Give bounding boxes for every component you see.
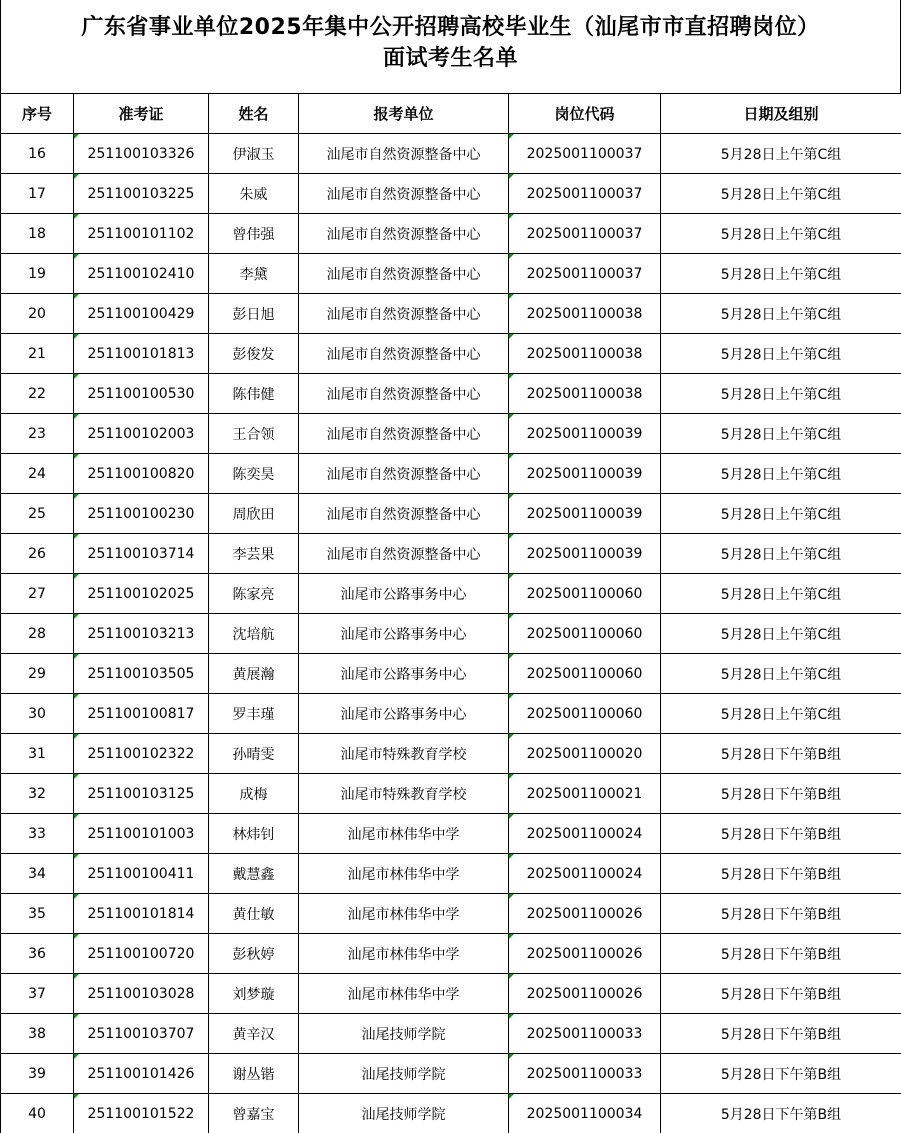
cell-exam-id: 251100100720 [74, 934, 209, 974]
document-title-line-1: 广东省事业单位2025年集中公开招聘高校毕业生（汕尾市市直招聘岗位） [81, 15, 820, 40]
cell-post-code: 2025001100039 [509, 534, 661, 574]
cell-seq: 38 [1, 1014, 74, 1054]
table-row [1, 974, 901, 1014]
cell-name: 戴慧鑫 [209, 854, 299, 894]
cell-unit: 汕尾市自然资源整备中心 [299, 494, 509, 534]
cell-unit: 汕尾市特殊教育学校 [299, 774, 509, 814]
cell-seq: 27 [1, 574, 74, 614]
cell-date-group: 5月28日上午第C组 [661, 254, 901, 294]
cell-unit: 汕尾市林伟华中学 [299, 974, 509, 1014]
candidate-table [0, 93, 901, 1133]
cell-post-code: 2025001100037 [509, 254, 661, 294]
cell-unit: 汕尾市自然资源整备中心 [299, 414, 509, 454]
cell-exam-id: 251100101426 [74, 1054, 209, 1094]
cell-exam-id: 251100102410 [74, 254, 209, 294]
cell-exam-id: 251100101522 [74, 1094, 209, 1133]
cell-name: 黄仕敏 [209, 894, 299, 934]
cell-unit: 汕尾市自然资源整备中心 [299, 214, 509, 254]
cell-unit: 汕尾市林伟华中学 [299, 894, 509, 934]
table-row [1, 854, 901, 894]
cell-post-code: 2025001100034 [509, 1094, 661, 1133]
cell-name: 曾嘉宝 [209, 1094, 299, 1133]
cell-name: 沈培航 [209, 614, 299, 654]
cell-seq: 30 [1, 694, 74, 734]
cell-post-code: 2025001100020 [509, 734, 661, 774]
cell-name: 刘梦璇 [209, 974, 299, 1014]
cell-seq: 35 [1, 894, 74, 934]
cell-post-code: 2025001100026 [509, 934, 661, 974]
table-row [1, 494, 901, 534]
cell-exam-id: 251100100530 [74, 374, 209, 414]
table-body [1, 134, 901, 1133]
cell-exam-id: 251100102003 [74, 414, 209, 454]
table-row [1, 774, 901, 814]
cell-unit: 汕尾市自然资源整备中心 [299, 254, 509, 294]
cell-unit: 汕尾技师学院 [299, 1094, 509, 1133]
table-row [1, 1094, 901, 1133]
cell-post-code: 2025001100037 [509, 214, 661, 254]
cell-seq: 16 [1, 134, 74, 174]
cell-date-group: 5月28日上午第C组 [661, 654, 901, 694]
cell-exam-id: 251100103714 [74, 534, 209, 574]
cell-seq: 40 [1, 1094, 74, 1133]
cell-date-group: 5月28日上午第C组 [661, 454, 901, 494]
table-row [1, 534, 901, 574]
cell-date-group: 5月28日上午第C组 [661, 414, 901, 454]
cell-seq: 37 [1, 974, 74, 1014]
cell-name: 谢丛锴 [209, 1054, 299, 1094]
cell-post-code: 2025001100060 [509, 614, 661, 654]
cell-post-code: 2025001100039 [509, 494, 661, 534]
cell-unit: 汕尾市公路事务中心 [299, 694, 509, 734]
table-row [1, 414, 901, 454]
cell-seq: 36 [1, 934, 74, 974]
header-name: 姓名 [209, 94, 299, 134]
cell-date-group: 5月28日上午第C组 [661, 694, 901, 734]
table-row [1, 814, 901, 854]
cell-seq: 17 [1, 174, 74, 214]
cell-exam-id: 251100103707 [74, 1014, 209, 1054]
cell-seq: 20 [1, 294, 74, 334]
table-header [1, 94, 901, 134]
cell-post-code: 2025001100037 [509, 134, 661, 174]
table-row [1, 374, 901, 414]
table-row [1, 1054, 901, 1094]
cell-name: 陈伟健 [209, 374, 299, 414]
cell-post-code: 2025001100039 [509, 414, 661, 454]
cell-date-group: 5月28日上午第C组 [661, 294, 901, 334]
table-row [1, 574, 901, 614]
cell-exam-id: 251100100820 [74, 454, 209, 494]
cell-name: 周欣田 [209, 494, 299, 534]
cell-date-group: 5月28日上午第C组 [661, 494, 901, 534]
cell-seq: 22 [1, 374, 74, 414]
table-row [1, 174, 901, 214]
cell-seq: 21 [1, 334, 74, 374]
header-seq: 序号 [1, 94, 74, 134]
table-row [1, 294, 901, 334]
cell-seq: 32 [1, 774, 74, 814]
cell-seq: 34 [1, 854, 74, 894]
table-header-row [1, 94, 901, 134]
cell-seq: 39 [1, 1054, 74, 1094]
table-row [1, 734, 901, 774]
table-row [1, 694, 901, 734]
cell-name: 王合领 [209, 414, 299, 454]
cell-name: 黄展瀚 [209, 654, 299, 694]
cell-unit: 汕尾技师学院 [299, 1054, 509, 1094]
cell-unit: 汕尾市自然资源整备中心 [299, 294, 509, 334]
table-row [1, 654, 901, 694]
header-unit: 报考单位 [299, 94, 509, 134]
cell-unit: 汕尾市林伟华中学 [299, 814, 509, 854]
cell-name: 陈家亮 [209, 574, 299, 614]
cell-post-code: 2025001100024 [509, 814, 661, 854]
cell-exam-id: 251100100429 [74, 294, 209, 334]
cell-post-code: 2025001100026 [509, 974, 661, 1014]
table-row [1, 934, 901, 974]
cell-post-code: 2025001100037 [509, 174, 661, 214]
document-title-line-2: 面试考生名单 [382, 46, 518, 71]
cell-seq: 33 [1, 814, 74, 854]
cell-date-group: 5月28日下午第B组 [661, 974, 901, 1014]
cell-unit: 汕尾市自然资源整备中心 [299, 134, 509, 174]
cell-date-group: 5月28日上午第C组 [661, 614, 901, 654]
cell-date-group: 5月28日上午第C组 [661, 574, 901, 614]
cell-name: 曾伟强 [209, 214, 299, 254]
cell-date-group: 5月28日上午第C组 [661, 174, 901, 214]
cell-date-group: 5月28日下午第B组 [661, 1014, 901, 1054]
cell-post-code: 2025001100026 [509, 894, 661, 934]
cell-exam-id: 251100103028 [74, 974, 209, 1014]
cell-post-code: 2025001100021 [509, 774, 661, 814]
cell-seq: 31 [1, 734, 74, 774]
cell-seq: 19 [1, 254, 74, 294]
cell-seq: 23 [1, 414, 74, 454]
cell-unit: 汕尾市林伟华中学 [299, 854, 509, 894]
cell-name: 罗丰瑾 [209, 694, 299, 734]
cell-date-group: 5月28日下午第B组 [661, 774, 901, 814]
table-row [1, 1014, 901, 1054]
table-row [1, 334, 901, 374]
cell-unit: 汕尾市公路事务中心 [299, 654, 509, 694]
cell-date-group: 5月28日下午第B组 [661, 894, 901, 934]
cell-name: 彭秋婷 [209, 934, 299, 974]
cell-name: 李黛 [209, 254, 299, 294]
cell-unit: 汕尾技师学院 [299, 1014, 509, 1054]
cell-name: 彭日旭 [209, 294, 299, 334]
header-date-group: 日期及组别 [661, 94, 901, 134]
cell-post-code: 2025001100038 [509, 374, 661, 414]
cell-seq: 28 [1, 614, 74, 654]
cell-post-code: 2025001100033 [509, 1014, 661, 1054]
cell-date-group: 5月28日下午第B组 [661, 814, 901, 854]
cell-date-group: 5月28日下午第B组 [661, 734, 901, 774]
cell-exam-id: 251100101814 [74, 894, 209, 934]
cell-date-group: 5月28日下午第B组 [661, 934, 901, 974]
cell-name: 黄辛汉 [209, 1014, 299, 1054]
cell-exam-id: 251100102025 [74, 574, 209, 614]
cell-exam-id: 251100103225 [74, 174, 209, 214]
cell-seq: 25 [1, 494, 74, 534]
cell-unit: 汕尾市自然资源整备中心 [299, 454, 509, 494]
cell-exam-id: 251100100411 [74, 854, 209, 894]
cell-exam-id: 251100103125 [74, 774, 209, 814]
cell-unit: 汕尾市林伟华中学 [299, 934, 509, 974]
cell-unit: 汕尾市特殊教育学校 [299, 734, 509, 774]
cell-name: 陈奕昊 [209, 454, 299, 494]
cell-unit: 汕尾市自然资源整备中心 [299, 374, 509, 414]
cell-date-group: 5月28日上午第C组 [661, 214, 901, 254]
cell-unit: 汕尾市自然资源整备中心 [299, 534, 509, 574]
cell-post-code: 2025001100033 [509, 1054, 661, 1094]
table-row [1, 134, 901, 174]
cell-seq: 18 [1, 214, 74, 254]
cell-name: 林炜钊 [209, 814, 299, 854]
cell-post-code: 2025001100060 [509, 694, 661, 734]
cell-unit: 汕尾市公路事务中心 [299, 574, 509, 614]
header-post-code: 岗位代码 [509, 94, 661, 134]
header-exam-id: 准考证 [74, 94, 209, 134]
cell-exam-id: 251100102322 [74, 734, 209, 774]
cell-exam-id: 251100103213 [74, 614, 209, 654]
cell-seq: 29 [1, 654, 74, 694]
cell-exam-id: 251100101003 [74, 814, 209, 854]
cell-seq: 26 [1, 534, 74, 574]
table-row [1, 894, 901, 934]
cell-exam-id: 251100103326 [74, 134, 209, 174]
cell-post-code: 2025001100038 [509, 334, 661, 374]
cell-unit: 汕尾市自然资源整备中心 [299, 334, 509, 374]
table-row [1, 214, 901, 254]
cell-unit: 汕尾市自然资源整备中心 [299, 174, 509, 214]
cell-exam-id: 251100100817 [74, 694, 209, 734]
cell-post-code: 2025001100039 [509, 454, 661, 494]
cell-date-group: 5月28日上午第C组 [661, 374, 901, 414]
cell-post-code: 2025001100060 [509, 574, 661, 614]
cell-exam-id: 251100100230 [74, 494, 209, 534]
table-row [1, 454, 901, 494]
cell-exam-id: 251100103505 [74, 654, 209, 694]
document-title-block [0, 0, 901, 93]
cell-post-code: 2025001100060 [509, 654, 661, 694]
cell-name: 成梅 [209, 774, 299, 814]
cell-name: 伊淑玉 [209, 134, 299, 174]
cell-exam-id: 251100101102 [74, 214, 209, 254]
cell-name: 彭俊发 [209, 334, 299, 374]
cell-date-group: 5月28日上午第C组 [661, 534, 901, 574]
cell-date-group: 5月28日下午第B组 [661, 1094, 901, 1133]
table-row [1, 614, 901, 654]
cell-post-code: 2025001100038 [509, 294, 661, 334]
cell-post-code: 2025001100024 [509, 854, 661, 894]
cell-name: 李芸果 [209, 534, 299, 574]
cell-date-group: 5月28日下午第B组 [661, 1054, 901, 1094]
cell-name: 朱威 [209, 174, 299, 214]
cell-date-group: 5月28日下午第B组 [661, 854, 901, 894]
cell-unit: 汕尾市公路事务中心 [299, 614, 509, 654]
cell-exam-id: 251100101813 [74, 334, 209, 374]
cell-name: 孙晴雯 [209, 734, 299, 774]
cell-date-group: 5月28日上午第C组 [661, 334, 901, 374]
cell-seq: 24 [1, 454, 74, 494]
table-row [1, 254, 901, 294]
cell-date-group: 5月28日上午第C组 [661, 134, 901, 174]
